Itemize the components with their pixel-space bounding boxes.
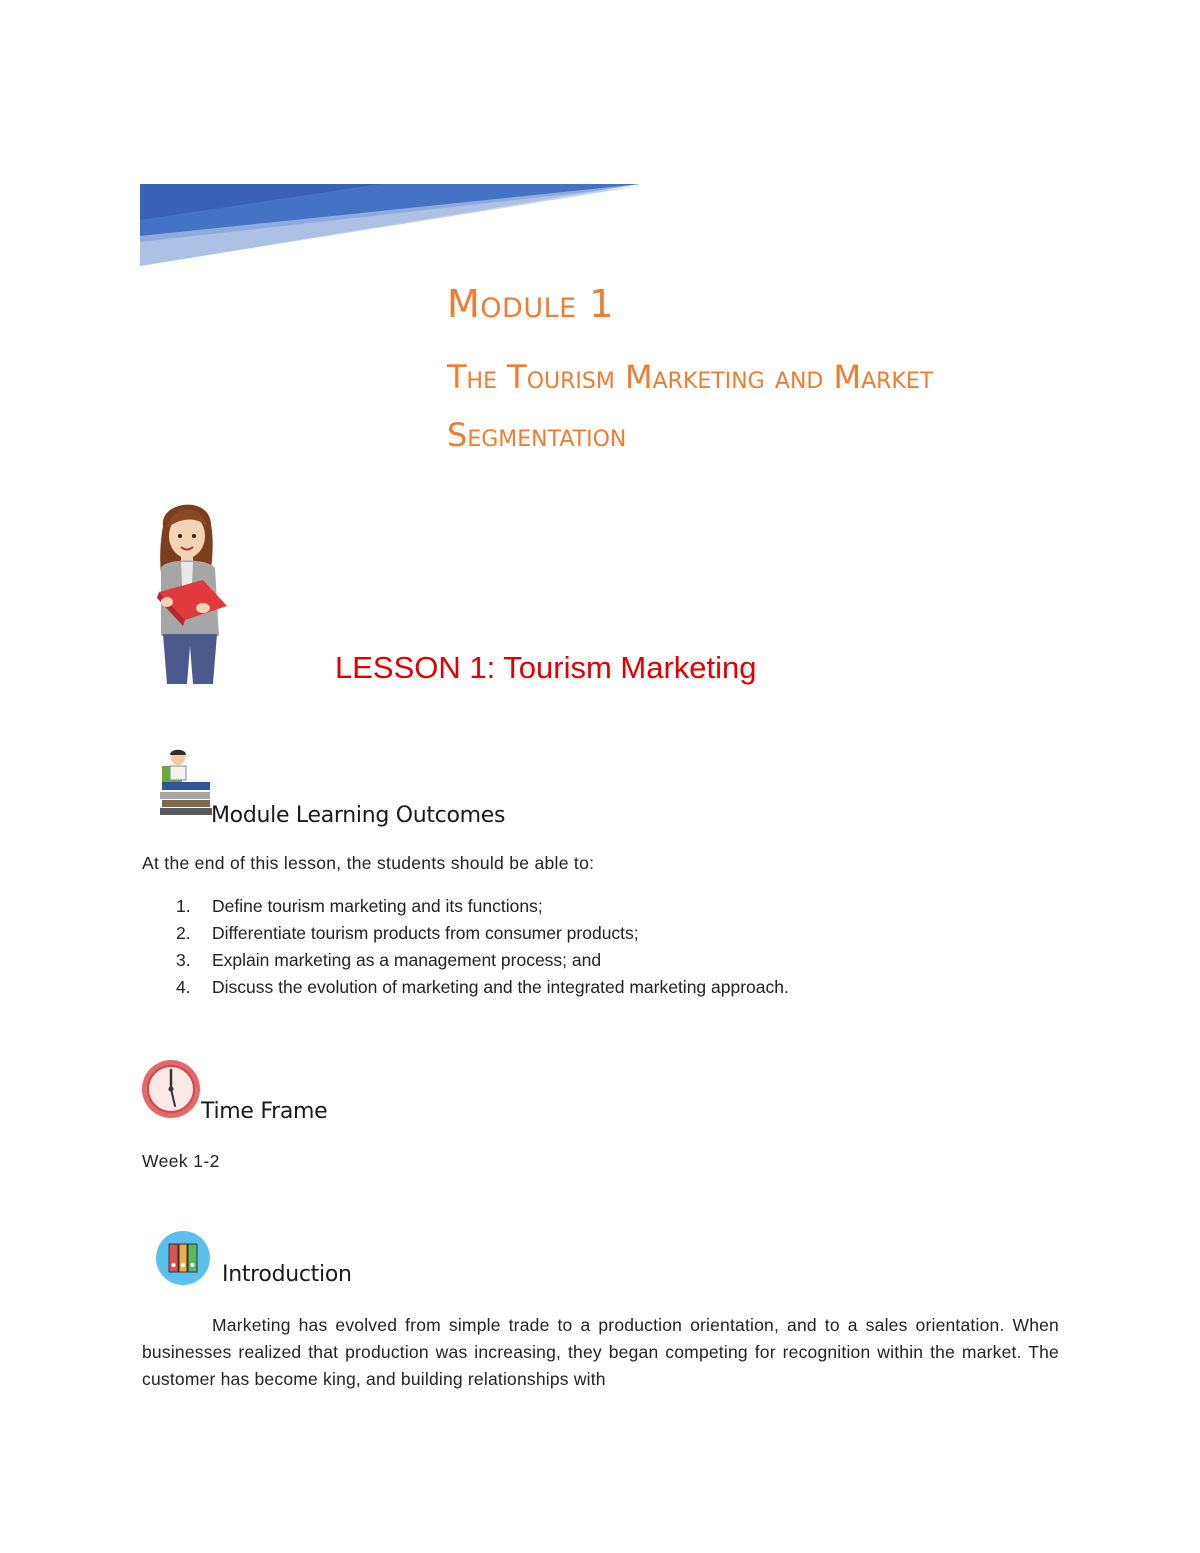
list-item: 3. Explain marketing as a management process; and (176, 950, 602, 970)
time-frame-heading: Time Frame (201, 1099, 328, 1124)
lesson-title: LESSON 1: Tourism Marketing (335, 650, 757, 685)
module-subtitle-line-2: Segmentation (447, 416, 627, 454)
header-banner-graphic (140, 184, 640, 266)
list-item: 2. Differentiate tourism products from consumer products; (176, 923, 639, 943)
binders-icon (155, 1230, 211, 1286)
outcomes-heading: Module Learning Outcomes (211, 803, 506, 828)
module-title: Module 1 (447, 282, 614, 326)
introduction-heading: Introduction (222, 1262, 352, 1287)
module-subtitle-line-1: The Tourism Marketing and Market (447, 358, 934, 396)
introduction-paragraph: Marketing has evolved from simple trade to a production orientation, and to a sales orientation. When businesses realized that production was increasing, they began competing for recognition within the market. The customer has become king, and building relationships with (142, 1315, 1059, 1389)
outcomes-list (142, 896, 789, 1004)
time-frame-value: Week 1-2 (142, 1151, 220, 1171)
outcomes-intro-text: At the end of this lesson, the students should be able to: (142, 853, 595, 873)
student-reading-books-icon (158, 748, 214, 820)
teacher-illustration-icon (145, 496, 235, 684)
list-item: 1. Define tourism marketing and its functions; (176, 896, 543, 916)
clock-icon (140, 1056, 202, 1122)
list-item: 4. Discuss the evolution of marketing and the integrated marketing approach. (176, 977, 789, 997)
